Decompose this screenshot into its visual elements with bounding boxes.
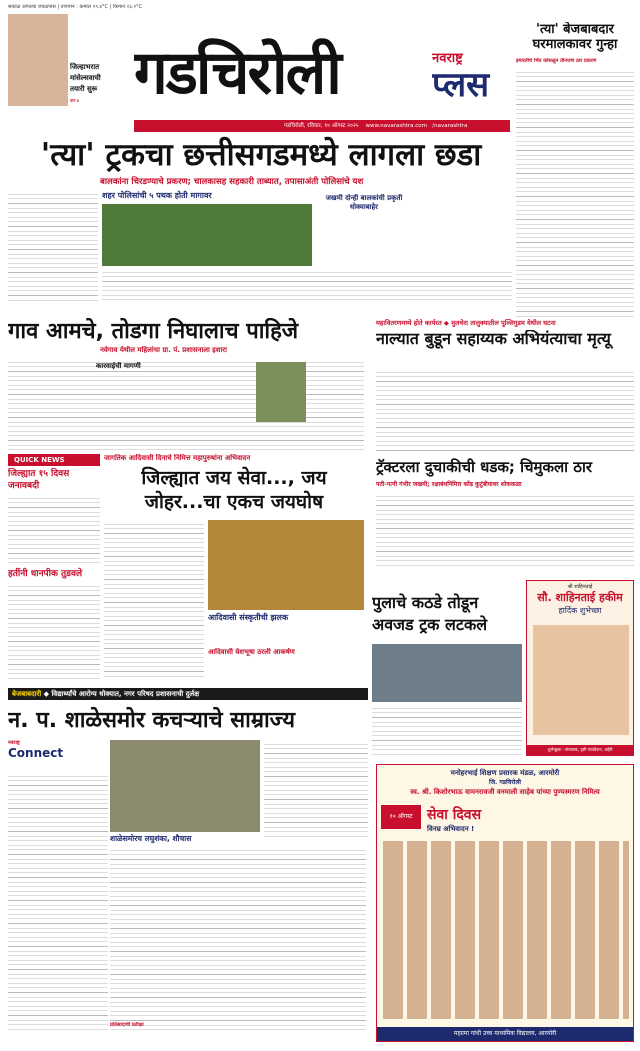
story7-body <box>8 772 108 1032</box>
dateline: गडचिरोली, रविवार, १० ऑगस्ट २०२५ www.navarashtra.com /navarashtra <box>134 120 510 132</box>
masthead-sidebox: जिल्हाभरात मांसेल्सवाची तयारी सुरू पान ४ <box>70 63 101 103</box>
story7-body-2 <box>110 846 366 1032</box>
story5-body <box>376 492 634 568</box>
ad-memorial: मनोहरभाई शिक्षण प्रसारक मंडळ, आरमोरी जि. गडचिरोली स्व. श्री. किशोरभाऊ वामनरावजी वनमाली साहेब यांच्या पुण्यस्मरण निमित्य १० ऑगस्ट सेवा दिवस विनम्र अभिवादन ! महात्मा गांधी उच्च माध्यमिक विद्यालय, आरमोरी <box>376 764 634 1042</box>
quick-title2: हतींनी धानपीक तुडवले <box>8 569 83 579</box>
story4-title: जिल्ह्यात जय सेवा..., जय जोहर...चा एकच जयघोष <box>141 467 327 513</box>
lead-sub: शहर पोलिसांची ५ पथक होती मागावर <box>102 191 212 200</box>
ad-birthday: श्री शाहिनताई सौ. शाहिनताई हकीम हार्दिक शुभेच्छा शुभेच्छुक : संचालक, दृष्टी फाउंडेशन, अहेरी <box>526 580 634 756</box>
story3-kicker: महावितरणमध्ये होते कार्यरत ◆ मुलचेरा तालुक्यातील पुल्लिगुडम येथील घटना <box>376 319 556 327</box>
masthead-title: गडचिरोली <box>134 38 340 108</box>
story4-body <box>104 520 204 680</box>
story6-title: पुलाचे कठडे तोडून अवजड ट्रक लटकले <box>372 593 488 634</box>
story7-photo <box>110 740 260 832</box>
lead-box: जखमी दोन्ही बालकांची प्रकृती धोक्याबाहेर <box>325 194 403 211</box>
bottom-banner: बेजबाबदारी ◆ विद्यार्थ्यांचे आरोग्य धोक्यात, नगर परिषद प्रशासनाची दुर्लक्ष <box>8 688 368 700</box>
story5-title: ट्रॅक्टरला दुचाकीची धडक; चिमुकला ठार <box>376 458 593 476</box>
story7-sig: प्रतिसादाची प्रतीक्षा <box>110 1022 144 1028</box>
right-top-title: 'त्या' बेजबाबदार घरमालकावर गुन्हा <box>532 22 618 52</box>
story3-body <box>376 368 634 452</box>
brand-logo: नवराष्ट्र प्लस <box>432 51 490 105</box>
lead-body <box>8 190 98 304</box>
lead-photo <box>102 204 312 266</box>
quick-body2 <box>8 582 100 682</box>
story5-sub: पती-पत्नी गंभीर जखमी; रक्षाबंधनिमित्त कोंढ कुटुंबीयावर शोककळा <box>376 481 522 488</box>
story6-photo <box>372 644 522 702</box>
story4-photo <box>208 520 364 610</box>
story4-sub: आदिवासी वेशभूषा ठरली आकर्षण <box>208 648 295 656</box>
quick-body1 <box>8 494 100 564</box>
story7-title: न. प. शाळेसमोर कचऱ्याचे साम्राज्य <box>8 708 296 733</box>
story2-title: गाव आमचे, तोडगा निघालाच पाहिजे <box>8 319 299 344</box>
story2-photo <box>256 362 306 422</box>
connect-logo: नवराष्ट्र Connect <box>8 740 64 760</box>
quick-title1: जिल्ह्यात १५ दिवस जनावबदी <box>8 469 70 491</box>
story4-kicker: जागतिक आदिवासी दिनाचे निमित्त महापुरुषांना अभिवादन <box>104 454 251 462</box>
story4-caption: आदिवासी संस्कृतीची झलक <box>208 613 289 622</box>
story2-sub: नवेगाव येथील महिलांचा ग्रा. पं. प्रशासनाला इशारा <box>100 346 227 354</box>
top-bar: सकाळ आपल्या जवळपास | तापमान : कमाल २९.४°C | किमान २३.२°C <box>8 4 143 10</box>
masthead-photo <box>8 14 68 106</box>
right-top-sub: इमारतीचे भिंत कोसळून तीनजण ठार प्रकरण <box>516 58 597 64</box>
lead-title: 'त्या' ट्रकचा छत्तीसगडमध्ये लागला छडा <box>40 137 482 173</box>
right-top-body <box>516 68 634 318</box>
story2-box: कारवाईची मागणी <box>96 362 141 370</box>
quick-label: QUICK NEWS <box>8 454 100 466</box>
story7-sub: शाळेसमोरच लघुशंका, शौचास <box>110 834 192 843</box>
story2-body <box>8 358 364 450</box>
story6-body <box>372 704 522 758</box>
lead-body-2 <box>102 268 512 304</box>
lead-kicker: बालकांना चिरडण्याचे प्रकरण; चालकासह सहकारी ताब्यात, तपासाअंती पोलिसांचे यश <box>100 177 364 187</box>
story7-quote <box>264 740 368 840</box>
story3-title: नाल्यात बुडून सहाय्यक अभियंत्याचा मृत्यू <box>376 330 611 348</box>
